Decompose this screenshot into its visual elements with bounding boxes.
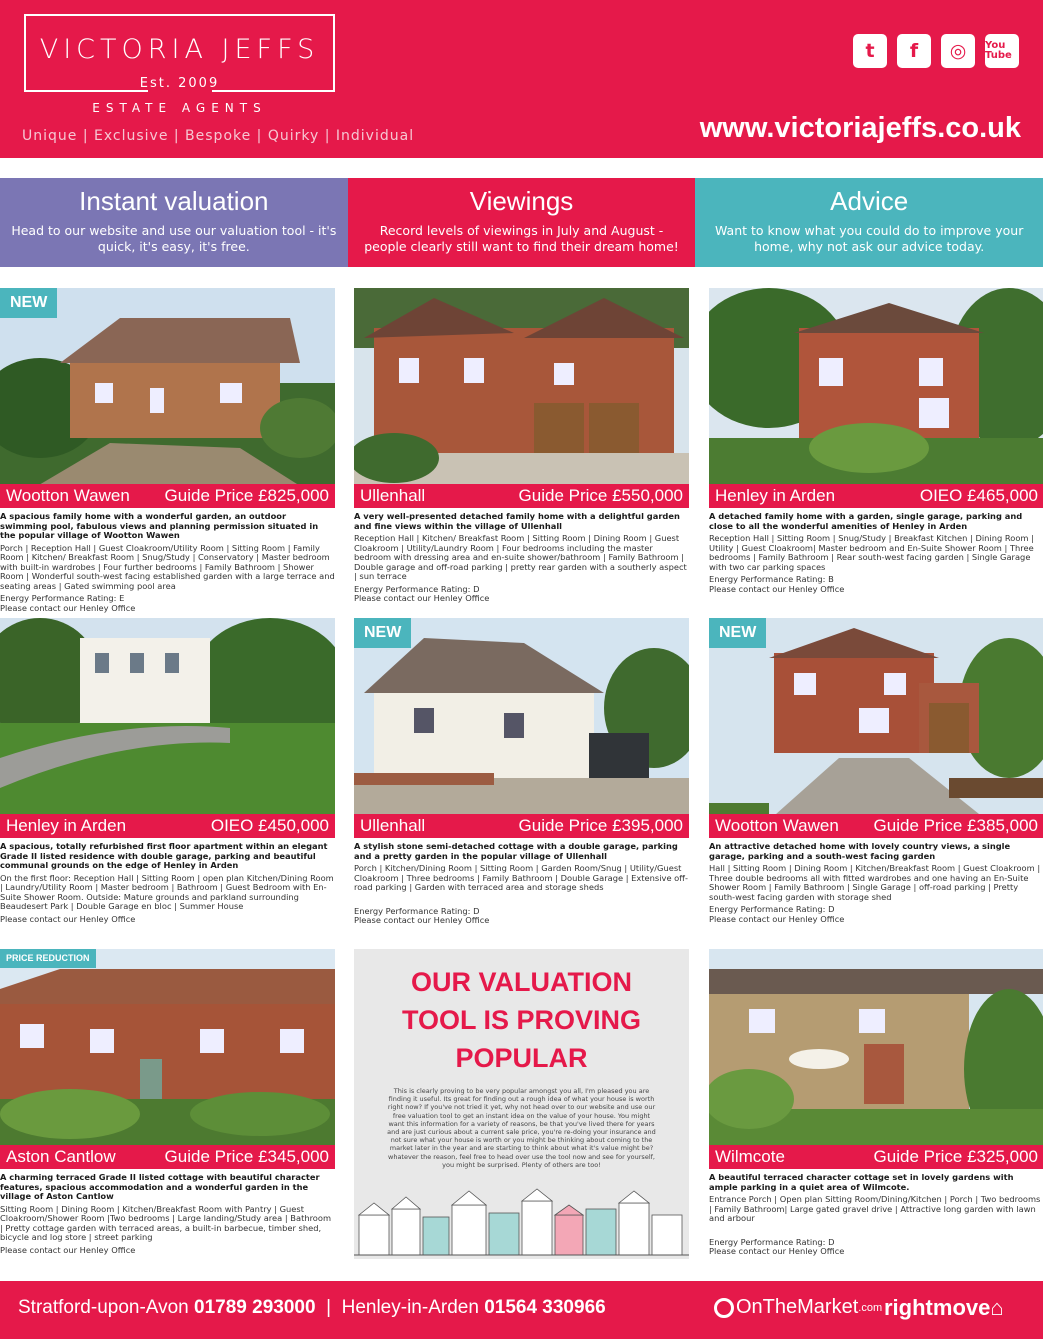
price: Guide Price £325,000 (873, 1147, 1038, 1166)
energy-rating: Energy Performance Rating: E (0, 593, 125, 603)
house-icon: ⌂ (990, 1295, 1004, 1320)
portal-suffix: .com (858, 1301, 883, 1314)
house-photo-ullenhall (354, 288, 689, 508)
office-name: Henley-in-Arden (341, 1297, 479, 1318)
price: Guide Price £345,000 (164, 1147, 329, 1166)
listing-card[interactable] (709, 618, 1043, 924)
price: Guide Price £825,000 (164, 486, 329, 505)
description: A very well-presented detached family home with a delightful garden and fine views within the village of Ullenhall (354, 511, 680, 531)
house-photo-ullenhall-cottage (354, 618, 689, 838)
band-text: Want to know what you could do to improve your home, why not ask our advice today. (715, 223, 1024, 254)
listing-card[interactable] (354, 618, 689, 926)
price: Guide Price £385,000 (873, 816, 1038, 835)
description: An attractive detached home with lovely country views, a single garage, parking and a south-west facing garden (709, 841, 1011, 861)
property-photo (709, 288, 1043, 508)
price: Guide Price £395,000 (518, 816, 683, 835)
description: A spacious, totally refurbished first floor apartment within an elegant Grade II listed residence with double garage, parking and beautiful communal grounds on the edge of Henley in Arden (0, 841, 328, 870)
instagram-icon[interactable]: ◎ (941, 34, 975, 68)
contact: Please contact our Henley Office (0, 913, 136, 924)
title-bar (709, 1145, 1043, 1169)
street-illustration (354, 1175, 689, 1259)
contact: Please contact our Henley Office (354, 915, 490, 925)
title-bar (0, 484, 335, 508)
title-bar (0, 814, 335, 838)
contact: Please contact our Henley Office (709, 1246, 845, 1256)
valuation-tool-panel (354, 949, 689, 1259)
new-badge: NEW (709, 618, 766, 648)
valuation-body: This is clearly proving to be very popular amongst you all, I'm pleased you are finding it useful. Its great for finding out a rough idea of what your house is worth right now? If you've not tried it yet, why not head over to our website and use our free valuation tool to get an instant idea on the value of your house. You might want this information for a variety of reasons, be that you've lived there for years and are just curious about a current sale price, you're re-doing your insurance and not sure what your house is worth or you might be thinking about coming to the market later in the year and are starting to think about what it's value might be?whatever the reason, feel free to head over use the tool now and see for yourself, you might be surprised. Plenty of others are too! (387, 1087, 656, 1169)
features: Reception Hall | Kitchen/ Breakfast Room | Sitting Room | Dining Room | Guest Cloakroom | Utility/Laundry Room | Four bedrooms including the master bedroom with dressing area and en-suite shower/bathroom | Family Bathroom | Double garage and off-road parking | pretty rear garden with a southerly aspect | sun terrace (354, 533, 687, 581)
title-bar (354, 484, 689, 508)
established-year: Est. 2009 (139, 76, 220, 91)
price: Guide Price £550,000 (518, 486, 683, 505)
youtube-icon[interactable]: You Tube (985, 34, 1019, 68)
location: Henley in Arden (715, 486, 836, 505)
title-bar (354, 814, 689, 838)
brand-name: VICTORIA JEFFS (39, 34, 320, 65)
heading-line: POPULAR (455, 1043, 588, 1073)
valuation-heading (354, 963, 689, 1077)
office-contacts (18, 1297, 606, 1319)
listing-card[interactable] (0, 618, 335, 924)
website-link[interactable]: www.victoriajeffs.co.uk (699, 112, 1021, 144)
features: Porch | Reception Hall | Guest Cloakroom/Utility Room | Sitting Room | Family Room | Kitchen/ Breakfast Room | Snug/Study | Conservatory | Master bedroom with built-in wardrobes | Four further bedrooms | Family Bathroom | Shower Room | Wonderful south-west facing established garden with a large terrace and seating areas | Gated swimming pool area (0, 542, 335, 591)
listing-card[interactable] (709, 949, 1043, 1257)
location: Wootton Wawen (6, 486, 130, 505)
description: A spacious family home with a wonderful garden, an outdoor swimming pool, fabulous views and planning permission situated in the popular village of Wootton Wawen (0, 511, 319, 540)
energy-rating: Energy Performance Rating: B (709, 574, 834, 584)
location: Wilmcote (715, 1147, 785, 1166)
brand-subtitle: ESTATE AGENTS (92, 101, 267, 115)
contact: Please contact our Henley Office (0, 602, 136, 613)
contact: Please contact our Henley Office (709, 583, 845, 594)
facebook-icon[interactable]: f (897, 34, 931, 68)
band-text: Record levels of viewings in July and August - people clearly still want to find their dream home! (364, 223, 679, 254)
band-advice[interactable] (695, 178, 1043, 267)
portal-name: OnTheMarket (736, 1296, 859, 1318)
description: A detached family home with a garden, single garage, parking and close to all the wonderful amenities of Henley in Arden (709, 511, 1023, 531)
office-name: Stratford-upon-Avon (18, 1297, 189, 1318)
energy-rating: Energy Performance Rating: D (709, 904, 835, 914)
property-photo (0, 949, 335, 1169)
location: Ullenhall (360, 486, 426, 505)
heading-line: TOOL IS PROVING (401, 1005, 642, 1035)
description: A charming terraced Grade II listed cottage with beautiful character features, spacious accommodation and a wonderful garden in the village of Aston Cantlow (0, 1172, 320, 1201)
title-bar (0, 1145, 335, 1169)
energy-rating: Energy Performance Rating: D (709, 1236, 835, 1247)
band-title: Instant valuation (79, 186, 269, 216)
title-bar (709, 814, 1043, 838)
band-text: Head to our website and use our valuation tool - it's quick, it's easy, it's free. (11, 223, 337, 254)
contact: Please contact our Henley Office (709, 913, 845, 924)
separator: | (326, 1297, 332, 1318)
band-title: Advice (830, 186, 909, 216)
rightmove-logo[interactable] (884, 1295, 1004, 1321)
listing-card[interactable] (0, 949, 335, 1255)
house-photo-henley-in-arden (709, 288, 1043, 508)
energy-rating: Energy Performance Rating: D (354, 905, 480, 916)
property-photo (0, 618, 335, 838)
price: OIEO £450,000 (210, 816, 329, 835)
info-bands (0, 178, 1043, 267)
band-viewings[interactable] (348, 178, 696, 267)
house-photo-wootton-wawen (0, 288, 335, 508)
twitter-icon[interactable]: t (853, 34, 887, 68)
band-title: Viewings (469, 186, 574, 216)
new-badge: NEW (0, 288, 57, 318)
logo[interactable] (24, 14, 335, 92)
phone-link[interactable]: 01789 293000 (194, 1297, 316, 1318)
house-photo-aston-cantlow (0, 949, 335, 1169)
header (0, 0, 1043, 158)
phone-link[interactable]: 01564 330966 (484, 1297, 606, 1318)
portal-name: rightmove (884, 1295, 991, 1320)
energy-rating: Energy Performance Rating: D (354, 583, 480, 594)
band-instant-valuation[interactable] (0, 178, 348, 267)
property-photo (0, 288, 335, 508)
contact: Please contact our Henley Office (0, 1244, 136, 1255)
house-photo-henley-apartment (0, 618, 335, 838)
location: Wootton Wawen (715, 816, 839, 835)
price-reduction-badge: PRICE REDUCTION (0, 949, 96, 968)
location: Ullenhall (360, 816, 426, 835)
listing-card[interactable] (709, 288, 1043, 594)
property-photo (354, 618, 689, 838)
features: On the first floor: Reception Hall | Sitting Room | open plan Kitchen/Dining Room | Laundry/Utility Room | Master bedroom | Bathroom | Guest Bedroom with En-Suite Shower Room. Outside: Mature grounds and parkland surrounding Beaudesert Park | Double Garage en bloc | Summer House (0, 872, 334, 911)
house-photo-wilmcote (709, 949, 1043, 1169)
footer (0, 1281, 1043, 1339)
listing-card[interactable] (0, 288, 335, 613)
new-badge: NEW (354, 618, 411, 648)
location: Henley in Arden (6, 816, 127, 835)
property-photo (354, 288, 689, 508)
features: Reception Hall | Sitting Room | Snug/Study | Breakfast Kitchen | Dining Room | Utility | Guest Cloakroom| Master bedroom and En-Suite Shower Room | Three bedrooms | Family Bathroom | Rear south-west facing garden | Single Garage with two car parking spaces (709, 533, 1034, 572)
description: A stylish stone semi-detached cottage with a double garage, parking and a pretty garden in the popular village of Ullenhall (354, 841, 678, 861)
house-photo-wootton-wawen-detached (709, 618, 1043, 838)
title-bar (709, 484, 1043, 508)
description: A beautiful terraced character cottage set in lovely gardens with ample parking in a quiet area of Wilmcote. (709, 1172, 1014, 1192)
features: Porch | Kitchen/Dining Room | Sitting Room | Garden Room/Snug | Utility/Guest Cloakroom | Three bedrooms | Family Bathroom | Double Garage | Extensive off-road parking | Garden with terraced area and storage sheds (354, 863, 688, 892)
location: Aston Cantlow (6, 1147, 116, 1166)
price: OIEO £465,000 (919, 486, 1038, 505)
onthemarket-logo[interactable] (714, 1296, 882, 1319)
location-pin-icon (714, 1298, 734, 1318)
heading-line: OUR VALUATION (411, 967, 632, 997)
features: Hall | Sitting Room | Dining Room | Kitchen/Breakfast Room | Guest Cloakroom | Three double bedrooms all with fitted wardrobes and one having an En-Suite Shower Room | Family Bathroom | Single Garage | off-road parking | Pretty south-west facing garden with storage shed (709, 863, 1041, 902)
contact: Please contact our Henley Office (354, 593, 490, 603)
property-photo (709, 618, 1043, 838)
tagline: Unique | Exclusive | Bespoke | Quirky | Individual (22, 128, 415, 144)
listing-card[interactable] (354, 288, 689, 604)
features: Sitting Room | Dining Room | Kitchen/Breakfast Room with Pantry | Guest Cloakroom/Shower Room |Two bedrooms | Large landing/Study area | Bathroom | Pretty cottage garden with terraced areas, a built-in barbecue, timber shed, bicycle and log store | street parking (0, 1203, 332, 1242)
features: Entrance Porch | Open plan Sitting Room/Dining/Kitchen | Porch | Two bedrooms | Family Bathroom| Large gated gravel drive | Attractive long garden with lawn and arbour (709, 1194, 1041, 1223)
social-links (853, 34, 1019, 68)
property-photo (709, 949, 1043, 1169)
